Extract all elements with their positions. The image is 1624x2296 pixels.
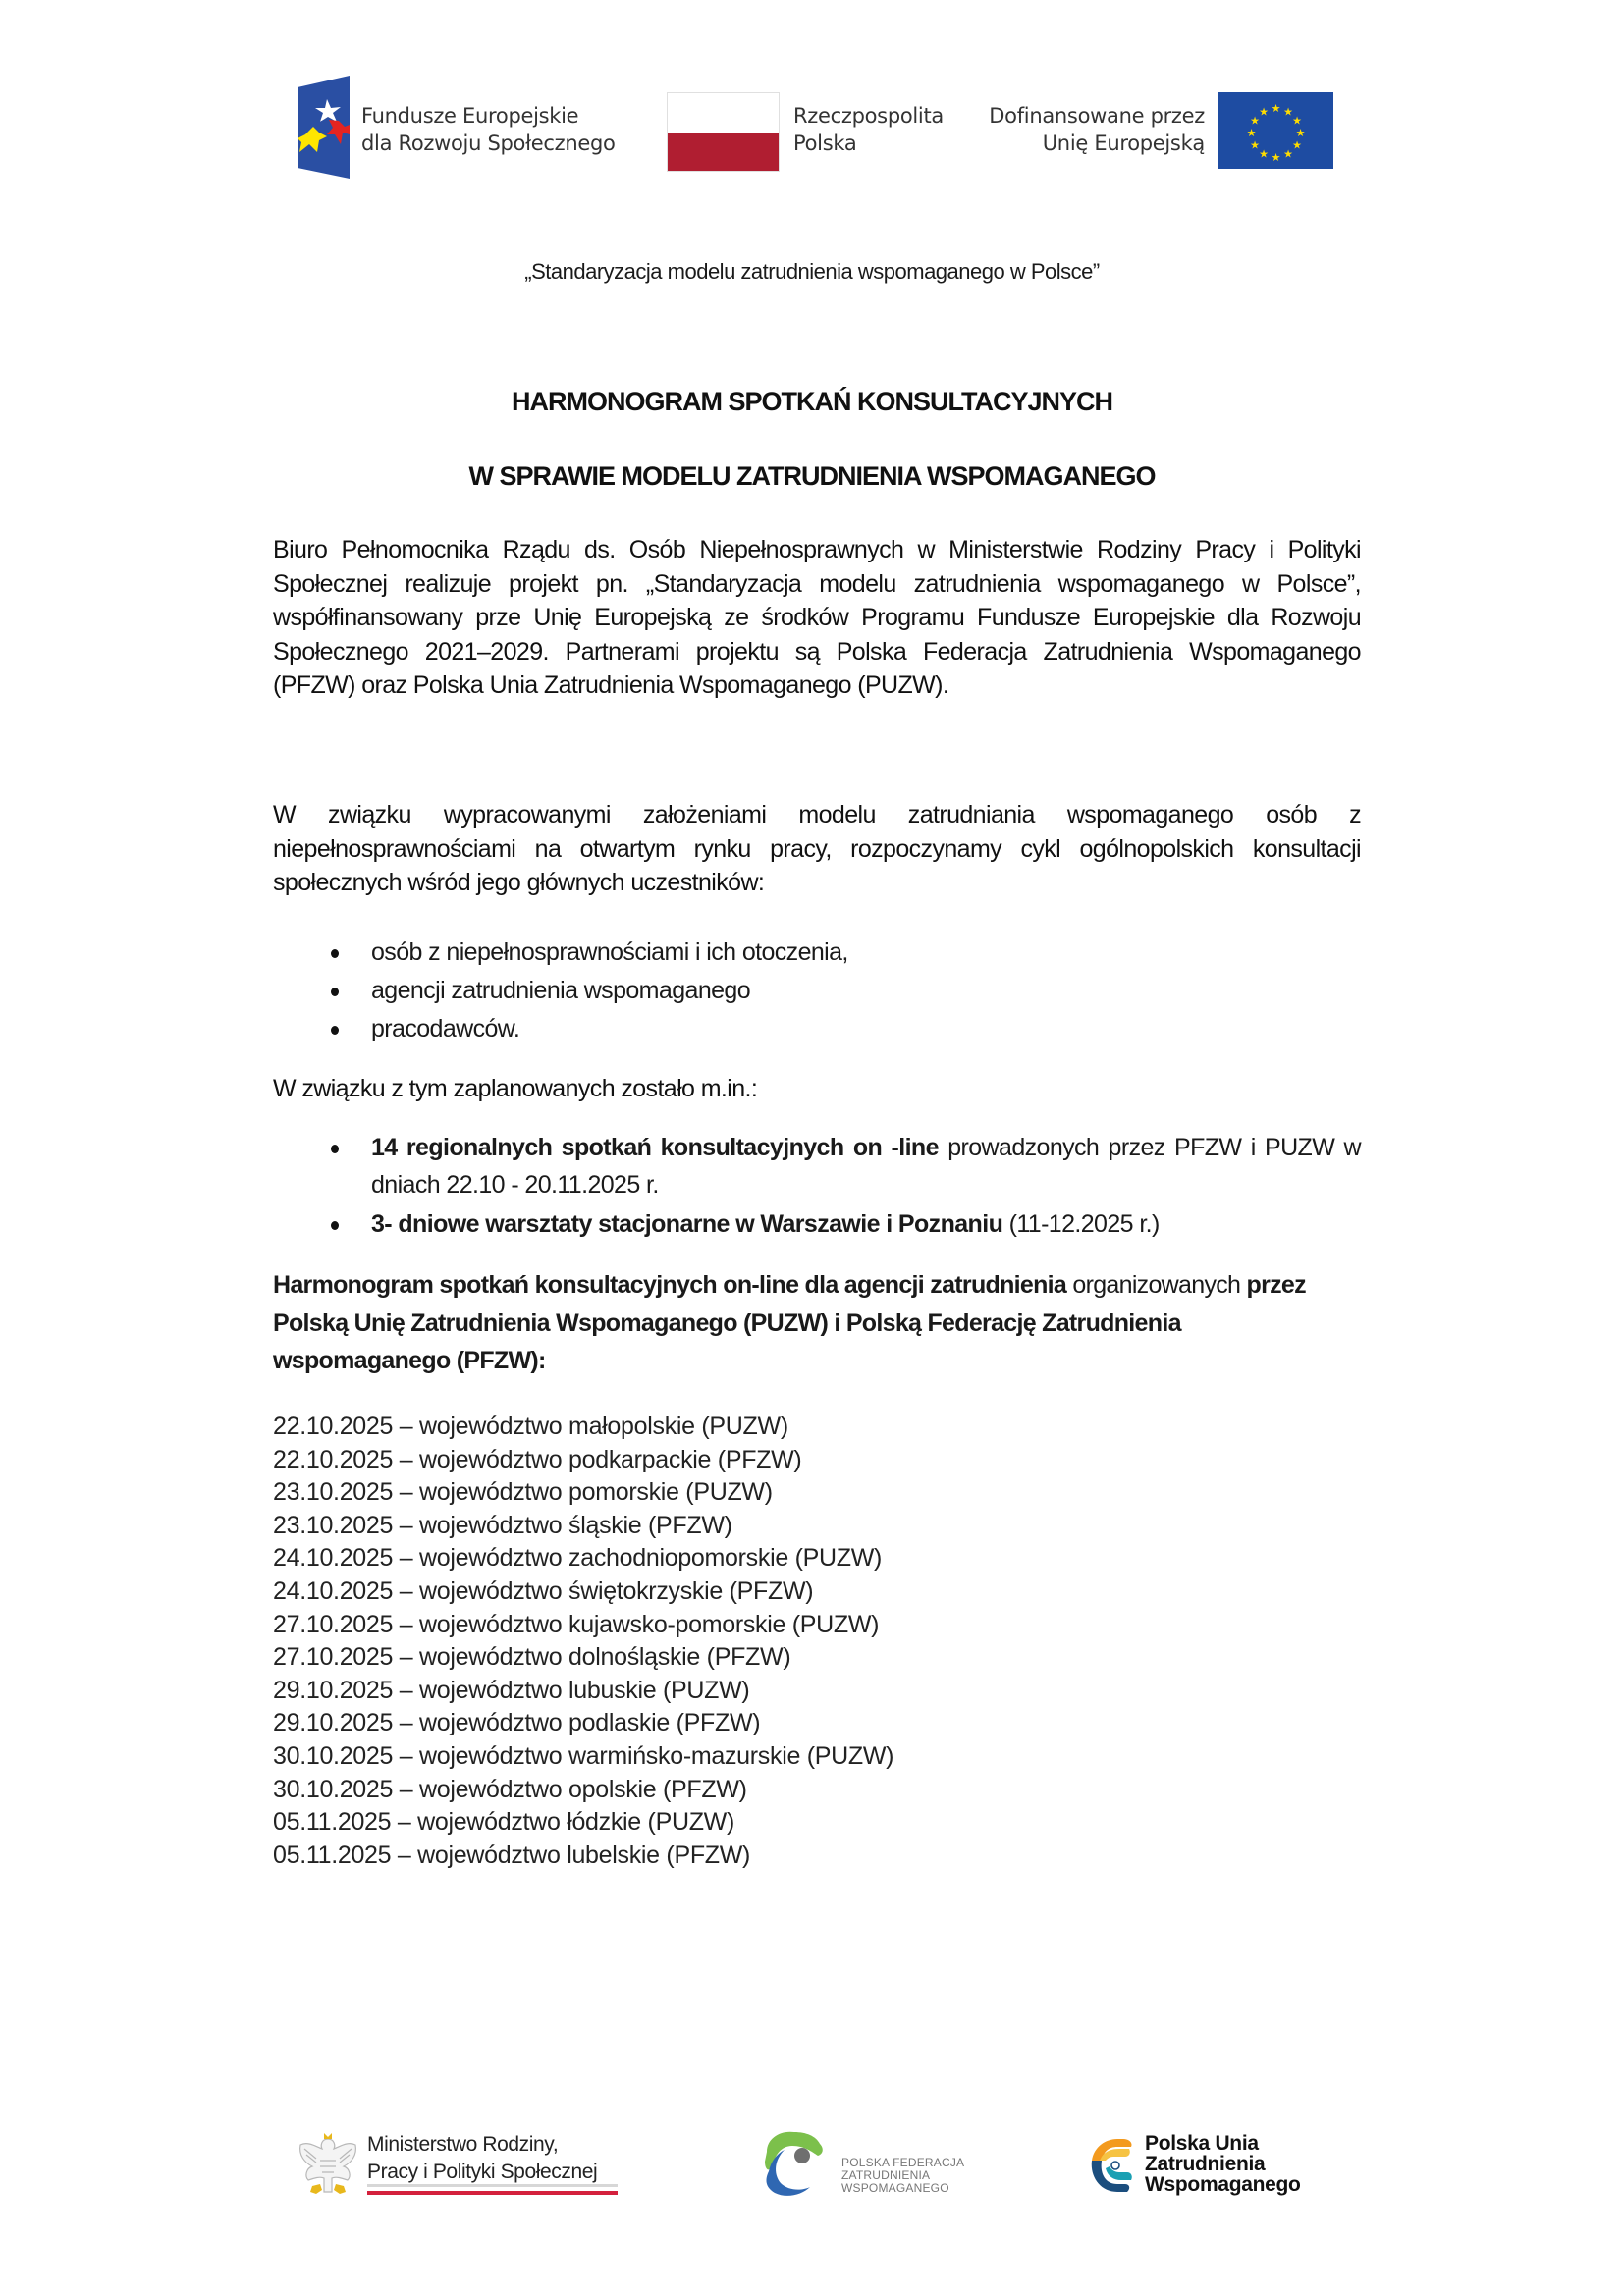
svg-text:★: ★	[1292, 138, 1302, 152]
svg-text:★: ★	[1292, 114, 1302, 128]
polish-eagle-icon	[295, 2131, 361, 2198]
pfzw-logo-text	[841, 2157, 964, 2195]
schedule-item: 27.10.2025 – województwo dolnośląskie (PFZW)	[273, 1643, 791, 1672]
schedule-item: 24.10.2025 – województwo świętokrzyskie (PFZW)	[273, 1576, 814, 1605]
pfzw-logo-line1: POLSKA FEDERACJA	[841, 2156, 965, 2169]
svg-text:★: ★	[1271, 151, 1281, 164]
list-item	[324, 1129, 1361, 1203]
list-item: agencji zatrudnienia wspomaganego	[324, 972, 1306, 1010]
svg-text:★: ★	[1283, 147, 1293, 161]
ministry-divider-grey	[367, 2184, 618, 2187]
svg-text:★: ★	[1271, 102, 1281, 115]
ministry-logo-line2: Pracy i Polityki Społecznej	[367, 2161, 598, 2183]
document-title-line2: W SPRAWIE MODELU ZATRUDNIENIA WSPOMAGANEGO	[468, 461, 1156, 491]
planned-intro: W związku z tym zaplanowanych zostało m.in.:	[273, 1075, 758, 1102]
ministry-divider-red	[367, 2191, 618, 2195]
svg-text:★: ★	[1259, 105, 1269, 119]
schedule-heading-normal: organizowanych	[1066, 1271, 1241, 1299]
polish-flag-icon	[667, 92, 780, 172]
schedule-item: 22.10.2025 – województwo małopolskie (PUZW)	[273, 1413, 788, 1440]
eu-logo-line1: Dofinansowane przez	[989, 104, 1205, 128]
svg-text:★: ★	[1246, 127, 1257, 139]
planned-item-text: prowadzonych przez PFZW i PUZW w dniach 22.10 - 20.11.2025 r.	[371, 1134, 1362, 1199]
schedule-item: 29.10.2025 – województwo podlaskie (PFZW)	[273, 1709, 761, 1737]
svg-text:★: ★	[1250, 114, 1260, 128]
planned-item-bold: 3- dniowe warsztaty stacjonarne w Warszawie i Poznaniu	[371, 1210, 1003, 1238]
schedule-heading-bold-end: przez Polską Unię Zatrudnienia Wspomaganego (PUZW) i Polską Federację Zatrudnienia wspomaganego (PFZW):	[273, 1271, 1306, 1374]
planned-events-list	[324, 1129, 1361, 1243]
svg-text:★: ★	[1283, 105, 1293, 119]
puzw-logo-line2: Zatrudnienia	[1145, 2153, 1266, 2175]
svg-text:★: ★	[1259, 147, 1269, 161]
puzw-logo-line1: Polska Unia	[1145, 2132, 1259, 2155]
fundusze-europejskie-logo-text	[361, 102, 616, 157]
eu-cofinancing-text	[979, 102, 1205, 157]
schedule-item: 30.10.2025 – województwo opolskie (PFZW)	[273, 1775, 747, 1803]
participants-list	[324, 934, 1306, 1048]
fe-logo-line1: Fundusze Europejskie	[361, 104, 579, 128]
svg-text:★: ★	[1295, 127, 1306, 139]
puzw-logo-text	[1145, 2133, 1301, 2195]
ministry-logo-text	[367, 2131, 597, 2186]
schedule-item: 23.10.2025 – województwo pomorskie (PUZW)	[273, 1478, 773, 1507]
schedule-list	[273, 1411, 893, 1872]
fundusze-europejskie-flag-icon	[298, 76, 350, 179]
eu-logo-line2: Unię Europejską	[1042, 132, 1205, 155]
rzeczpospolita-logo-text	[793, 102, 944, 157]
pfzw-swirl-icon	[759, 2130, 828, 2201]
eu-flag-icon	[1218, 92, 1333, 169]
planned-item-text: (11-12.2025 r.)	[1002, 1210, 1160, 1238]
document-title-line1: HARMONOGRAM SPOTKAŃ KONSULTACYJNYCH	[512, 387, 1112, 416]
puzw-logo-line3: Wspomaganego	[1145, 2173, 1301, 2196]
list-item	[324, 1205, 1361, 1243]
schedule-item: 22.10.2025 – województwo podkarpackie (PFZW)	[273, 1445, 802, 1473]
rp-logo-line1: Rzeczpospolita	[793, 104, 944, 128]
puzw-c-icon	[1088, 2137, 1137, 2194]
list-item: pracodawców.	[324, 1010, 1306, 1048]
planned-item-bold: 14 regionalnych spotkań konsultacyjnych on -line	[371, 1134, 939, 1161]
list-item: osób z niepełnosprawnościami i ich otoczenia,	[324, 934, 1306, 972]
ministry-logo-line1: Ministerstwo Rodziny,	[367, 2133, 559, 2156]
schedule-item: 23.10.2025 – województwo śląskie (PFZW)	[273, 1511, 732, 1539]
pfzw-logo-line2: ZATRUDNIENIA	[841, 2168, 931, 2182]
pfzw-logo-line3: WSPOMAGANEGO	[841, 2181, 949, 2195]
schedule-item: 24.10.2025 – województwo zachodniopomorskie (PUZW)	[273, 1544, 883, 1573]
schedule-item: 30.10.2025 – województwo warmińsko-mazurskie (PUZW)	[273, 1741, 894, 1770]
consultation-paragraph: W związku wypracowanymi założeniami modelu zatrudniania wspomaganego osób z niepełnosprawnościami na otwartym rynku pracy, rozpoczynamy cykl ogólnopolskich konsultacji społecznych wśród jego głównych uczestników:	[273, 801, 1361, 896]
schedule-item: 29.10.2025 – województwo lubuskie (PUZW)	[273, 1676, 750, 1704]
fe-logo-line2: dla Rozwoju Społecznego	[361, 132, 616, 155]
schedule-item: 05.11.2025 – województwo łódzkie (PUZW)	[273, 1808, 735, 1837]
project-subtitle: „Standaryzacja modelu zatrudnienia wspomaganego w Polsce”	[524, 259, 1100, 284]
schedule-heading	[273, 1266, 1361, 1380]
schedule-heading-bold-start: Harmonogram spotkań konsultacyjnych on-line dla agencji zatrudnienia	[273, 1271, 1067, 1299]
svg-text:★: ★	[1250, 138, 1260, 152]
rp-logo-line2: Polska	[793, 132, 857, 155]
schedule-item: 27.10.2025 – województwo kujawsko-pomorskie (PUZW)	[273, 1610, 880, 1638]
schedule-item: 05.11.2025 – województwo lubelskie (PFZW)	[273, 1841, 751, 1869]
intro-paragraph: Biuro Pełnomocnika Rządu ds. Osób Niepełnosprawnych w Ministerstwie Rodziny Pracy i Polityki Społecznej realizuje projekt pn. „Standaryzacja modelu zatrudnienia wspomaganego w Polsce”, współfinansowany prze Unię Europejską ze środków Programu Fundusze Europejskie dla Rozwoju Społecznego 2021–2029. Partnerami projektu są Polska Federacja Zatrudnienia Wspomaganego (PFZW) oraz Polska Unia Zatrudnienia Wspomaganego (PUZW).	[273, 536, 1361, 699]
